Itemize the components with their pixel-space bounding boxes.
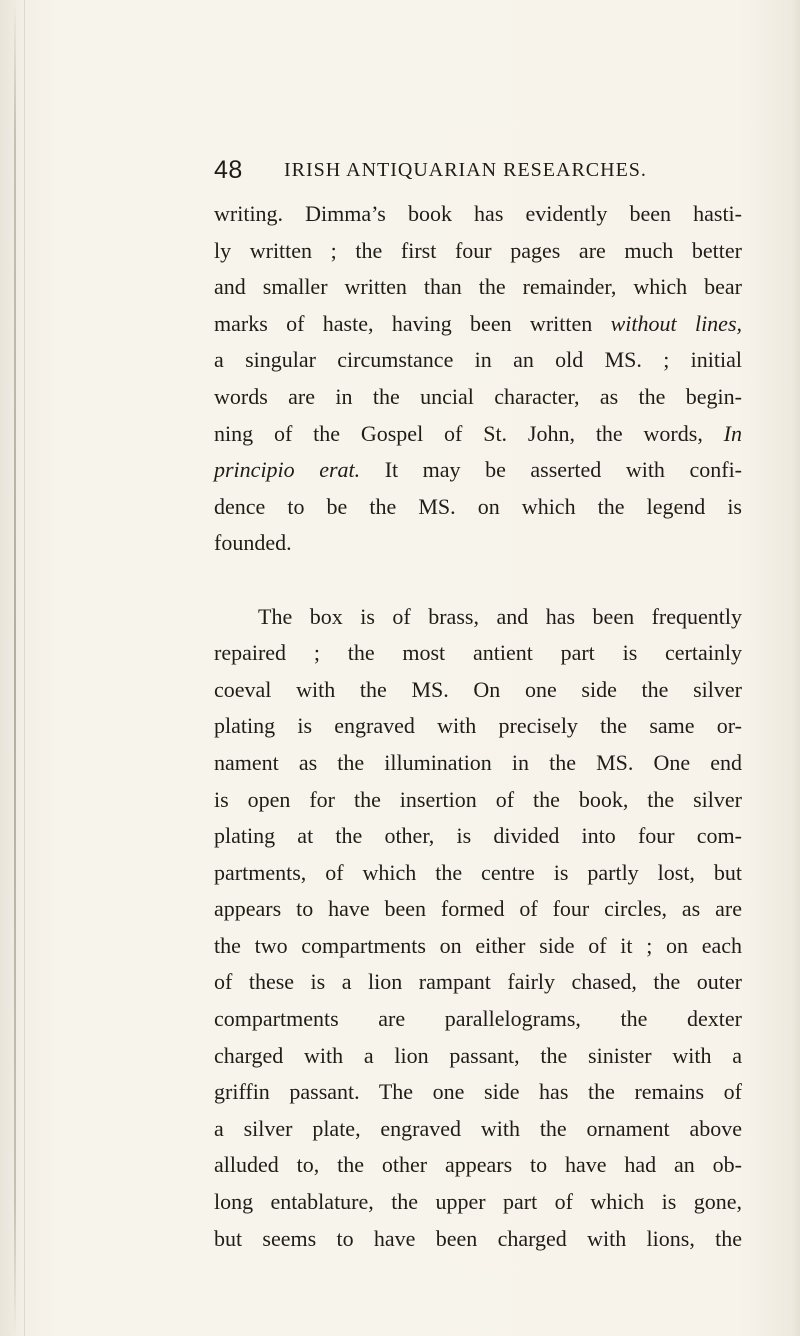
text-line: founded. bbox=[214, 530, 292, 556]
text-span: ning of the Gospel of St. John, the words, bbox=[214, 420, 724, 446]
text-line: nament as the illumination in the MS. One end bbox=[214, 749, 742, 775]
text-line: a singular circumstance in an old MS. ; initial bbox=[214, 347, 742, 373]
text-line-with-italic bbox=[214, 306, 742, 343]
italic-phrase: without lines, bbox=[610, 310, 743, 336]
italic-phrase: principio erat. bbox=[214, 457, 361, 483]
text-line: plating is engraved with precisely the same or- bbox=[214, 713, 742, 739]
text-line: is open for the insertion of the book, the silver bbox=[214, 786, 742, 812]
text-line: repaired ; the most antient part is certainly bbox=[214, 640, 742, 666]
text-line: griffin passant. The one side has the remains of bbox=[214, 1079, 742, 1105]
page-header bbox=[214, 156, 734, 190]
text-line: compartments are parallelograms, the dexter bbox=[214, 1006, 742, 1032]
text-line-with-italic bbox=[214, 452, 742, 489]
body-text bbox=[214, 196, 742, 1257]
text-line: a silver plate, engraved with the ornament above bbox=[214, 1115, 742, 1141]
text-line-with-italic bbox=[214, 416, 742, 453]
italic-phrase: In bbox=[723, 420, 742, 446]
binding-gutter-edge bbox=[24, 0, 25, 1336]
running-head: IRISH ANTIQUARIAN RESEARCHES. bbox=[284, 159, 647, 181]
text-span: It may be asserted with confi- bbox=[360, 457, 743, 483]
text-line: ly written ; the first four pages are much better bbox=[214, 237, 742, 263]
text-line: plating at the other, is divided into four com- bbox=[214, 823, 742, 849]
paragraph-gap bbox=[214, 562, 742, 599]
text-line: coeval with the MS. On one side the silver bbox=[214, 676, 742, 702]
text-line: writing. Dimma’s book has evidently been hasti- bbox=[214, 201, 742, 226]
text-line: appears to have been formed of four circles, as are bbox=[214, 896, 742, 922]
binding-gutter-shadow bbox=[14, 0, 16, 1336]
text-line: words are in the uncial character, as the begin- bbox=[214, 383, 742, 409]
text-span: marks of haste, having been written bbox=[214, 310, 611, 336]
text-line: but seems to have been charged with lions, the bbox=[214, 1225, 742, 1251]
page-number: 48 bbox=[214, 156, 243, 184]
text-line: partments, of which the centre is partly lost, but bbox=[214, 859, 742, 885]
text-line: alluded to, the other appears to have had an ob- bbox=[214, 1152, 742, 1178]
text-line: dence to be the MS. on which the legend is bbox=[214, 493, 742, 519]
text-line: and smaller written than the remainder, which bear bbox=[214, 274, 742, 300]
text-line: of these is a lion rampant fairly chased, the outer bbox=[214, 969, 742, 995]
text-line: the two compartments on either side of it ; on each bbox=[214, 932, 742, 958]
text-line: charged with a lion passant, the sinister with a bbox=[214, 1042, 742, 1068]
text-line: The box is of brass, and has been frequently bbox=[258, 603, 742, 629]
text-line: long entablature, the upper part of which is gone, bbox=[214, 1189, 742, 1215]
